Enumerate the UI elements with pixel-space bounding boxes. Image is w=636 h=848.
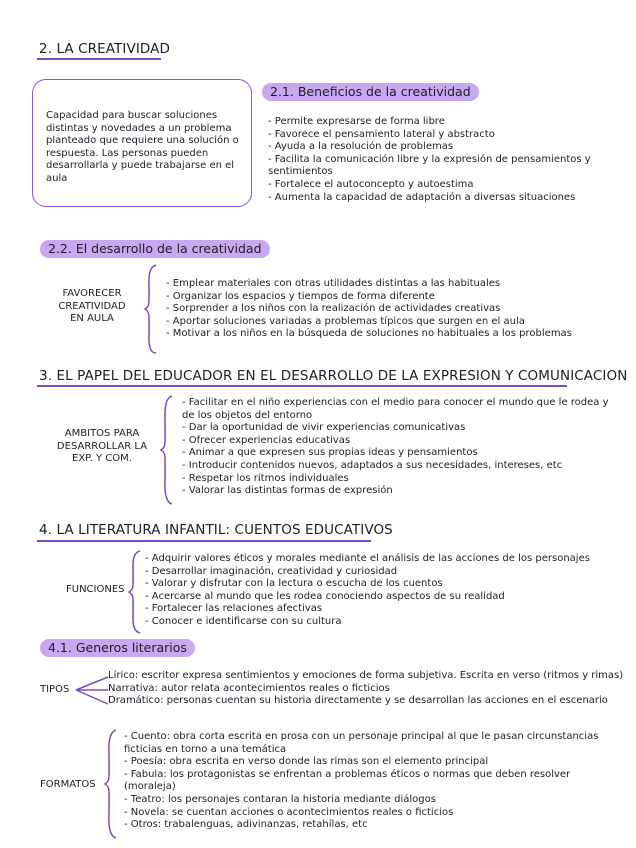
list-item: - Poesía: obra escrita en verso donde las rimas son el elemento principal <box>124 756 489 768</box>
ambitos-label: AMBITOS PARA DESARROLLAR LA EXP. Y COM. <box>56 428 148 465</box>
section-2-title: 2. LA CREATIVIDAD <box>39 41 170 57</box>
list-item: - Conocer e identificarse con su cultura <box>145 615 342 627</box>
formatos-label: FORMATOS <box>40 779 96 790</box>
list-item: - Introducir contenidos nuevos, adaptados a sus necesidades, intereses, etc <box>182 459 563 471</box>
list-item: - Emplear materiales con otras utilidades distintas a las habituales <box>166 278 501 289</box>
list-item: - Aumenta la capacidad de adaptación a diversas situaciones <box>268 191 576 203</box>
list-item: - Facilitar en el niño experiencias con el medio para conocer el mundo que le rodea y de los objetos del entorno <box>182 397 609 421</box>
list-item: - Permite expresarse de forma libre <box>268 116 445 127</box>
list-item: - Valorar y disfrutar con la lectura o escucha de los cuentos <box>145 578 443 590</box>
benefits-list <box>268 116 608 204</box>
section-4-1-title: 4.1. Generos literarios <box>40 639 195 657</box>
list-item: - Teatro: los personajes contaran la historia mediante diálogos <box>124 793 436 805</box>
list-item: - Valorar las distintas formas de expresión <box>182 485 393 497</box>
section-3-title: 3. EL PAPEL DEL EDUCADOR EN EL DESARROLLO DE LA EXPRESION Y COMUNICACION <box>39 368 628 384</box>
list-item: - Aportar soluciones variadas a problemas típicos que surgen en el aula <box>166 315 525 327</box>
list-item: - Favorece el pensamiento lateral y abstracto <box>268 128 495 140</box>
brace-icon <box>128 549 142 635</box>
list-item: - Acercarse al mundo que les rodea conociendo aspectos de su realidad <box>145 590 505 602</box>
list-item: - Dar la oportunidad de vivir experiencias comunicativas <box>182 422 466 434</box>
section-3-underline <box>37 385 567 387</box>
list-item: Narrativa: autor relata acontecimientos reales o ficticios <box>108 682 390 694</box>
tipos-label: TIPOS <box>40 684 70 695</box>
list-item: - Fortalece el autoconcepto y autoestima <box>268 178 474 190</box>
list-item: - Ayuda a la resolución de problemas <box>268 141 454 153</box>
list-item: - Facilita la comunicación libre y la expresión de pensamientos y sentimientos <box>268 153 591 178</box>
list-item: - Motivar a los niños en la búsqueda de soluciones no habituales a los problemas <box>166 328 572 340</box>
brace-icon <box>160 394 174 506</box>
brace-icon <box>104 728 118 840</box>
list-item: - Organizar los espacios y tiempos de forma diferente <box>166 290 435 302</box>
ambitos-list <box>182 397 622 498</box>
list-item: Lírico: escritor expresa sentimientos y emociones de forma subjetiva. Escrita en verso (ritmos y rimas) <box>108 670 624 681</box>
section-4-underline <box>37 540 371 542</box>
favorecer-list <box>166 278 572 341</box>
brace-icon <box>144 263 158 355</box>
formatos-list <box>124 731 612 832</box>
list-item: - Adquirir valores éticos y morales mediante el análisis de las acciones de los personajes <box>145 553 590 564</box>
section-2-1-title: 2.1. Beneficios de la creatividad <box>262 83 479 101</box>
section-2-underline <box>37 58 161 60</box>
list-item: - Sorprender a los niños con la realización de actividades creativas <box>166 303 501 315</box>
list-item: - Desarrollar imaginación, creatividad y curiosidad <box>145 565 398 577</box>
list-item: - Respetar los ritmos individuales <box>182 472 349 484</box>
arrows-icon <box>74 672 110 712</box>
list-item: - Fabula: los protagonistas se enfrentan a problemas éticos o normas que deben resolver (moraleja) <box>124 768 571 793</box>
section-4-title: 4. LA LITERATURA INFANTIL: CUENTOS EDUCATIVOS <box>39 522 393 538</box>
list-item: - Novela: se cuentan acciones o acontecimientos reales o ficticios <box>124 806 454 818</box>
list-item: Dramático: personas cuentan su historia directamente y se desarrollan las acciones en el escenario <box>108 695 608 707</box>
list-item: - Otros: trabalenguas, adivinanzas, retahílas, etc <box>124 819 368 831</box>
funciones-label: FUNCIONES <box>66 584 125 595</box>
list-item: - Cuento: obra corta escrita en prosa con un personaje principal al que le pasan circunstancias ficticias en torno a una temática <box>124 731 599 755</box>
definition-text: Capacidad para buscar soluciones distintas y novedades a un problema planteado que requiere una solución o respuesta. Las personas pueden desarrollarla y puede trabajarse en el aula <box>46 110 239 184</box>
list-item: - Animar a que expresen sus propias ideas y pensamientos <box>182 447 478 459</box>
section-2-2-title: 2.2. El desarrollo de la creatividad <box>40 240 270 258</box>
list-item: - Fortalecer las relaciones afectivas <box>145 603 323 615</box>
funciones-list <box>145 553 590 629</box>
favorecer-label: FAVORECER CREATIVIDAD EN AULA <box>58 288 126 325</box>
tipos-list <box>108 670 623 708</box>
list-item: - Ofrecer experiencias educativas <box>182 434 351 446</box>
